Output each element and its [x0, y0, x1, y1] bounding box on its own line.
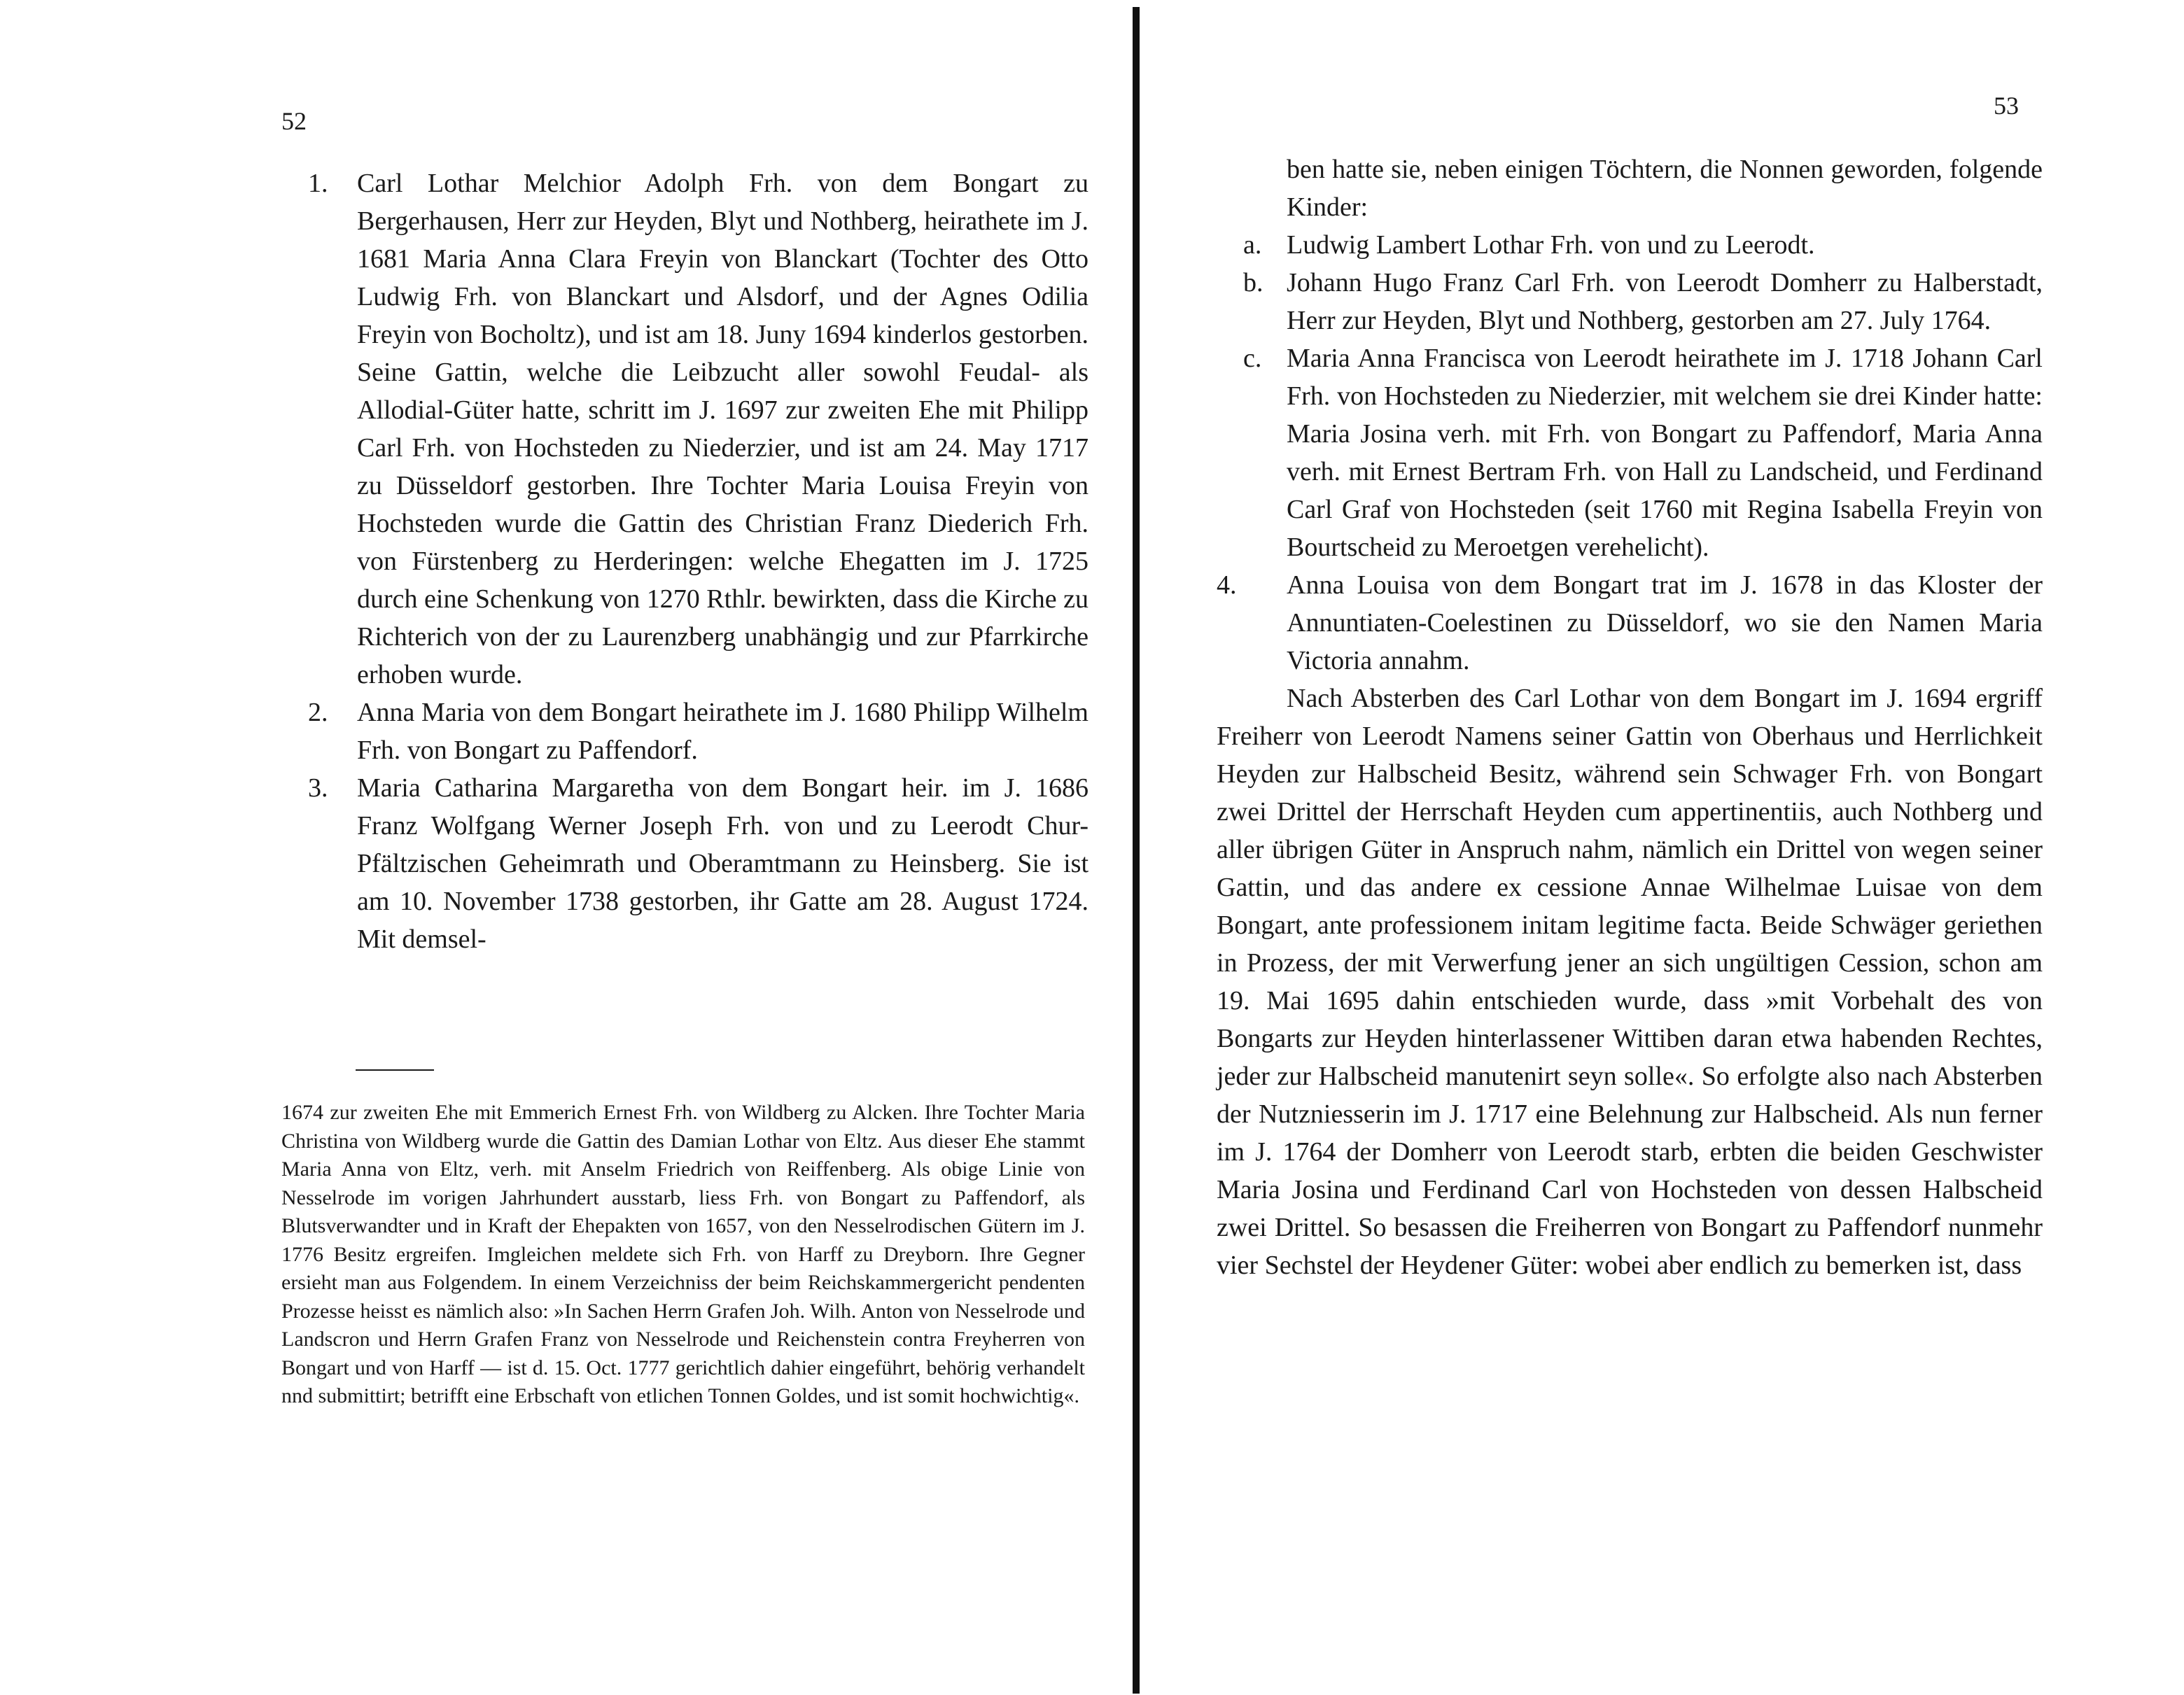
page-number: 53	[1994, 92, 2019, 120]
main-text	[308, 164, 1088, 958]
list-item	[308, 694, 1088, 769]
item-text: Johann Hugo Franz Carl Frh. von Leerodt Domherr zu Halberstadt, Herr zur Heyden, Blyt und Nothberg, gestorben am 27. July 1764.	[1287, 268, 2043, 335]
continuation-text: ben hatte sie, neben einigen Töchtern, die Nonnen geworden, folgende Kinder:	[1287, 155, 2043, 222]
item-number: 2.	[308, 698, 328, 727]
right-page	[1141, 0, 2184, 1695]
item-text: Carl Lothar Melchior Adolph Frh. von dem Bongart zu Bergerhausen, Herr zur Heyden, Blyt und Nothberg, heirathete im J. 1681 Maria Anna Clara Freyin von Blanckart (Tochter des Otto Ludwig Frh. von Blanckart und Alsdorf, und der Agnes Odilia Freyin von Bocholtz), und ist am 18. Juny 1694 kinderlos gestorben. Seine Gattin, welche die Leibzucht aller sowohl Feudal- als Allodial-Güter hatte, schritt im J. 1697 zur zweiten Ehe mit Philipp Carl Frh. von Hochsteden zu Niederzier, und ist am 24. May 1717 zu Düsseldorf gestorben. Ihre Tochter Maria Louisa Freyin von Hochsteden wurde die Gattin des Christian Franz Diederich Frh. von Fürstenberg zu Herderingen: welche Ehegatten im J. 1725 durch eine Schenkung von 1270 Rthlr. bewirkten, dass die Kirche zu Richterich von der zu Laurenzberg unabhängig und zur Pfarrkirche erhoben wurde.	[357, 169, 1088, 689]
book-spine	[1133, 7, 1140, 1694]
item-text: Maria Anna Francisca von Leerodt heirathete im J. 1718 Johann Carl Frh. von Hochsteden zu Niederzier, mit welchem sie drei Kinder hatte: Maria Josina verh. mit Frh. von Bongart zu Paffendorf, Maria Anna verh. mit Ernest Bertram Frh. von Hall zu Landscheid, und Ferdinand Carl Graf von Hochsteden (seit 1760 mit Regina Isabella Freyin von Bourtscheid zu Meroetgen verehelicht).	[1287, 344, 2043, 562]
item-text: Anna Louisa von dem Bongart trat im J. 1678 in das Kloster der Annuntiaten-Coelestinen zu Düsseldorf, wo sie den Namen Maria Victoria annahm.	[1287, 570, 2043, 675]
footnote-rule	[356, 1069, 434, 1071]
page-number: 52	[281, 107, 307, 135]
item-number: 3.	[308, 773, 328, 803]
main-text	[1217, 150, 2043, 1284]
item-number: 1.	[308, 169, 328, 198]
footnote: 1674 zur zweiten Ehe mit Emmerich Ernest Frh. von Wildberg zu Alcken. Ihre Tochter Maria Christina von Wildberg wurde die Gattin des Damian Lothar von Eltz. Aus dieser Ehe stammt Maria Anna von Eltz, verh. mit Anselm Friedrich von Reiffenberg. Als obige Linie von Nesselrode im vorigen Jahrhundert ausstarb, liess Frh. von Bongart zu Paffendorf, als Blutsverwandter und in Kraft der Ehepakten von 1657, von den Nesselrodischen Gütern im J. 1776 Besitz ergreifen. Imgleichen meldete sich Frh. von Harff zu Dreyborn. Ihre Gegner ersieht man aus Folgendem. In einem Verzeichniss der beim Reichskammergericht pendenten Prozesse heisst es nämlich also: »In Sachen Herrn Grafen Joh. Wilh. Anton von Nesselrode und Landscron und Herrn Grafen Franz von Nesselrode und Reichenstein contra Freyherren von Bongart und von Harff — ist d. 15. Oct. 1777 gerichtlich dahier eingeführt, behörig verhandelt nnd submittirt; betrifft eine Erbschaft von etlichen Tonnen Goldes, und ist somit hochwichtig«.	[281, 1101, 1085, 1407]
body-paragraph: Nach Absterben des Carl Lothar von dem Bongart im J. 1694 ergriff Freiherr von Leerodt Namens seiner Gattin von Oberhaus und Herrlichkeit Heyden zur Halbscheid Besitz, während sein Schwager Frh. von Bongart zwei Drittel der Herrschaft Heyden cum appertinentiis, auch Nothberg und aller übrigen Güter in Anspruch nahm, nämlich ein Drittel von wegen seiner Gattin, und das andere ex cessione Annae Wilhelmae Luisae von dem Bongart, ante professionem initam legitime facta. Beide Schwäger geriethen in Prozess, der mit Verwerfung jener an sich ungültigen Cession, schon am 19. Mai 1695 dahin entschieden wurde, dass »mit Vorbehalt des von Bongarts zur Heyden hinterlassener Wittiben daran etwa habenden Rechtes, jeder zur Halbscheid manutenirt seyn solle«. So erfolgte also nach Absterben der Nutzniesserin im J. 1717 eine Belehnung zur Halbscheid. Als nun ferner im J. 1764 der Domherr von Leerodt starb, erbten die beiden Geschwister Maria Josina und Ferdinand Carl von Hochsteden von dessen Halbscheid zwei Drittel. So besassen die Freiherren von Bongart zu Paffendorf nunmehr vier Sechstel der Heydener Güter: wobei aber endlich zu bemerken ist, dass	[1217, 684, 2043, 1280]
item-letter: b.	[1243, 268, 1264, 297]
item-letter: a.	[1243, 230, 1262, 260]
item-letter: c.	[1243, 344, 1262, 373]
list-item	[308, 769, 1088, 958]
item-text: Anna Maria von dem Bongart heirathete im J. 1680 Philipp Wilhelm Frh. von Bongart zu Paffendorf.	[357, 698, 1088, 765]
item-number: 4.	[1217, 570, 1237, 600]
list-item	[308, 164, 1088, 694]
item-text: Ludwig Lambert Lothar Frh. von und zu Leerodt.	[1287, 230, 1815, 260]
item-text: Maria Catharina Margaretha von dem Bongart heir. im J. 1686 Franz Wolfgang Werner Joseph Frh. von und zu Leerodt Chur-Pfältzischen Geheimrath und Oberamtmann zu Heinsberg. Sie ist am 10. November 1738 gestorben, ihr Gatte am 28. August 1724. Mit demsel-	[357, 773, 1088, 954]
list-item	[1217, 566, 2043, 680]
list-item	[1217, 226, 2043, 264]
list-item	[1217, 264, 2043, 339]
list-item	[1217, 339, 2043, 566]
